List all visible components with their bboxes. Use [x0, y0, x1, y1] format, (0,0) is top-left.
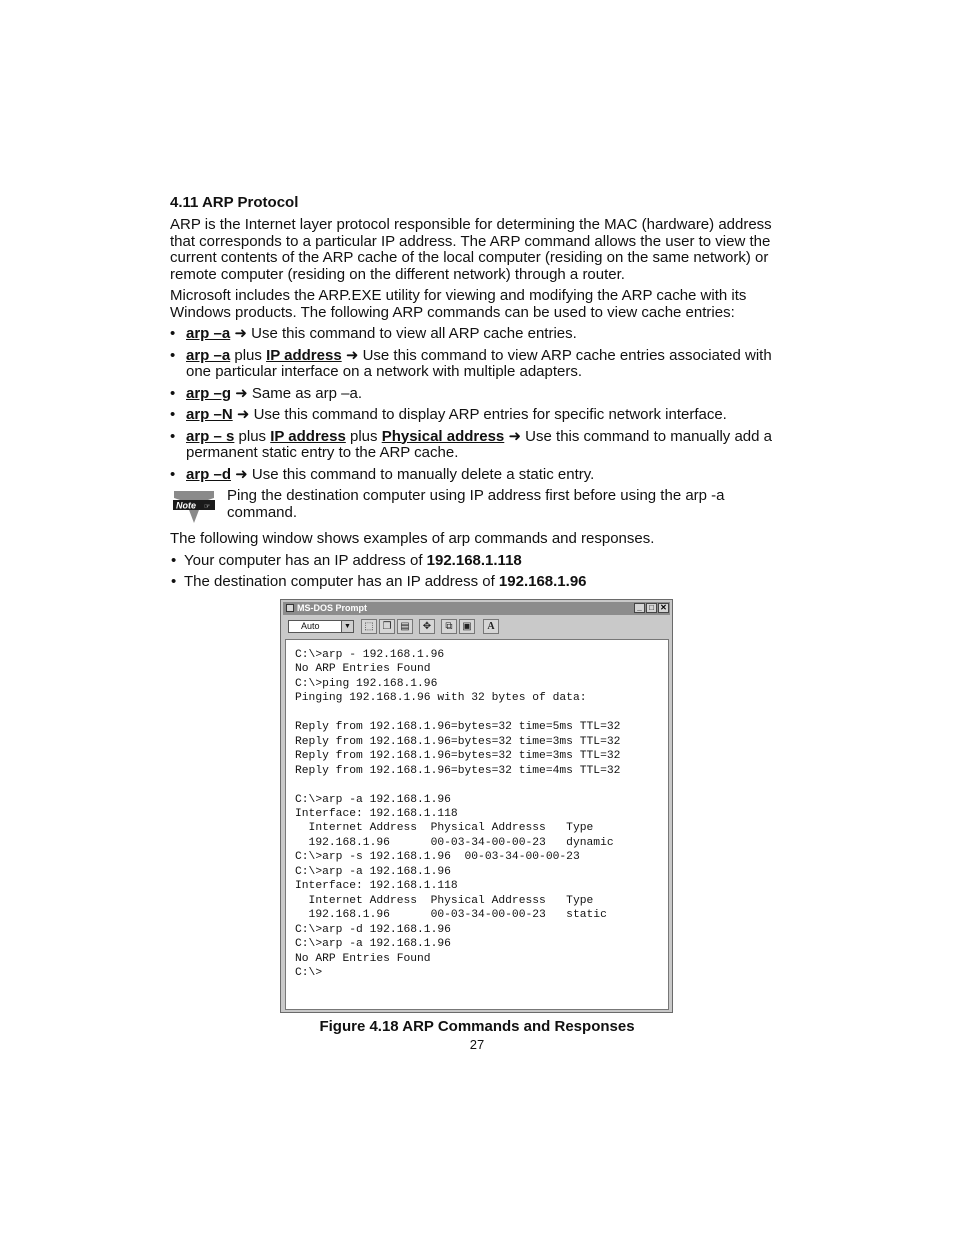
- window-title: MS-DOS Prompt: [297, 603, 368, 613]
- bullet-icon: •: [171, 551, 177, 569]
- command-description: ➜ Use this command to view all ARP cache entries.: [230, 325, 577, 342]
- note-block: [170, 488, 788, 526]
- info-value: 192.168.1.118: [426, 551, 522, 569]
- command-name: arp –a: [186, 325, 231, 342]
- list-item: [170, 553, 788, 570]
- note-text: Ping the destination computer using IP address first before using the arp -a command.: [227, 487, 725, 521]
- list-item: [170, 386, 788, 403]
- window-toolbar: [283, 617, 670, 637]
- plus-word: plus: [345, 427, 382, 445]
- info-value: 192.168.1.96: [498, 573, 587, 590]
- console-output: [285, 639, 669, 1010]
- bullet-icon: •: [171, 573, 177, 590]
- section-heading: 4.11 ARP Protocol: [170, 194, 299, 211]
- list-item: [170, 348, 788, 381]
- list-item: [170, 407, 788, 424]
- utility-paragraph: Microsoft includes the ARP.EXE utility for viewing and modifying the ARP cache with its Windows products. The following ARP commands can be used to view cache entries:: [170, 287, 747, 321]
- close-button[interactable]: ✕: [658, 603, 669, 613]
- copy-icon[interactable]: ❐: [379, 619, 395, 634]
- font-icon[interactable]: A: [483, 619, 499, 634]
- figure-caption: Figure 4.18 ARP Commands and Responses: [319, 1018, 635, 1035]
- maximize-button[interactable]: □: [646, 603, 657, 613]
- command-description: ➜ Same as arp –a.: [231, 384, 362, 402]
- msdos-icon: [286, 604, 294, 612]
- note-label: Note: [176, 500, 196, 511]
- intro-paragraph: ARP is the Internet layer protocol responsible for determining the MAC (hardware) address that corresponds to a particular IP address. The ARP command allows the user to view the current contents of the ARP cache of the local computer (residing on the same network) or remote computer (residing on the different network) through a router.: [170, 216, 772, 283]
- fullscreen-icon[interactable]: ✥: [419, 619, 435, 634]
- command-description: ➜ Use this command to display ARP entries for specific network interface.: [232, 406, 727, 423]
- ip-info-list: [170, 553, 788, 591]
- minimize-button[interactable]: _: [634, 603, 645, 613]
- font-size-select[interactable]: [288, 620, 354, 633]
- plus-word: plus: [234, 427, 271, 445]
- msdos-window: [280, 599, 673, 1013]
- bullet-icon: •: [170, 406, 176, 423]
- list-item: [170, 574, 788, 591]
- paste-icon[interactable]: ▤: [397, 619, 413, 634]
- command-argument: Physical address: [381, 427, 505, 445]
- command-argument: IP address: [266, 346, 342, 364]
- bullet-icon: •: [170, 427, 176, 445]
- command-description: ➜ Use this command to manually delete a static entry.: [231, 465, 595, 483]
- svg-text:☞: ☞: [204, 502, 211, 511]
- command-name: arp – s: [186, 427, 235, 445]
- properties-icon[interactable]: ⧉: [441, 619, 457, 634]
- window-intro-paragraph: The following window shows examples of arp commands and responses.: [170, 530, 655, 547]
- list-item: [170, 429, 788, 462]
- bullet-icon: •: [170, 325, 176, 342]
- note-icon: [172, 490, 216, 524]
- page-number: 27: [469, 1037, 485, 1052]
- command-description: ➜ Use this command to view ARP cache entries associated with one particular interface on a network with multiple adapters.: [186, 346, 772, 380]
- chevron-down-icon[interactable]: ▼: [341, 621, 353, 632]
- list-item: [170, 467, 788, 484]
- console-text: C:\>arp - 192.168.1.96 No ARP Entries Found C:\>ping 192.168.1.96 Pinging 192.168.1.96 with 32 bytes of data: Reply from 192.168.1.96=bytes=32 time=5ms TTL=32 Reply from 192.168.1.96=bytes=32 time=3ms TTL=32 Reply from 192.168.1.96=bytes=32 time=3ms TTL=32 Reply from 192.168.1.96=bytes=32 time=4ms TTL=32 C:\>arp -a 192.168.1.96 Interface: 192.168.1.118 Internet Address Physical Addresss Type 192.168.1.96 00-03-34-00-00-23 dynamic C:\>arp -s 192.168.1.96 00-03-34-00-00-23 C:\>arp -a 192.168.1.96 Interface: 192.168.1.118 Internet Address Physical Addresss Type 192.168.1.96 00-03-34-00-00-23 static C:\>arp -d 192.168.1.96 C:\>arp -a 192.168.1.96 No ARP Entries Found C:\>: [295, 649, 621, 979]
- bullet-icon: •: [170, 465, 176, 483]
- plus-word: plus: [230, 346, 267, 364]
- bullet-icon: •: [170, 384, 176, 402]
- page-content: [170, 194, 788, 596]
- info-text: The destination computer has an IP address of: [184, 573, 499, 590]
- command-argument: IP address: [270, 427, 346, 445]
- list-item: [170, 326, 788, 343]
- font-size-value: Auto: [301, 621, 320, 631]
- command-name: arp –N: [186, 406, 233, 423]
- arp-command-list: [170, 326, 788, 483]
- command-name: arp –g: [186, 384, 232, 402]
- command-name: arp –d: [186, 465, 232, 483]
- bullet-icon: •: [170, 346, 176, 364]
- mark-icon[interactable]: ⬚: [361, 619, 377, 634]
- window-titlebar[interactable]: [283, 602, 670, 615]
- command-description: ➜ Use this command to manually add a permanent static entry to the ARP cache.: [186, 427, 772, 461]
- info-text: Your computer has an IP address of: [184, 551, 427, 569]
- command-name: arp –a: [186, 346, 231, 364]
- background-icon[interactable]: ▣: [459, 619, 475, 634]
